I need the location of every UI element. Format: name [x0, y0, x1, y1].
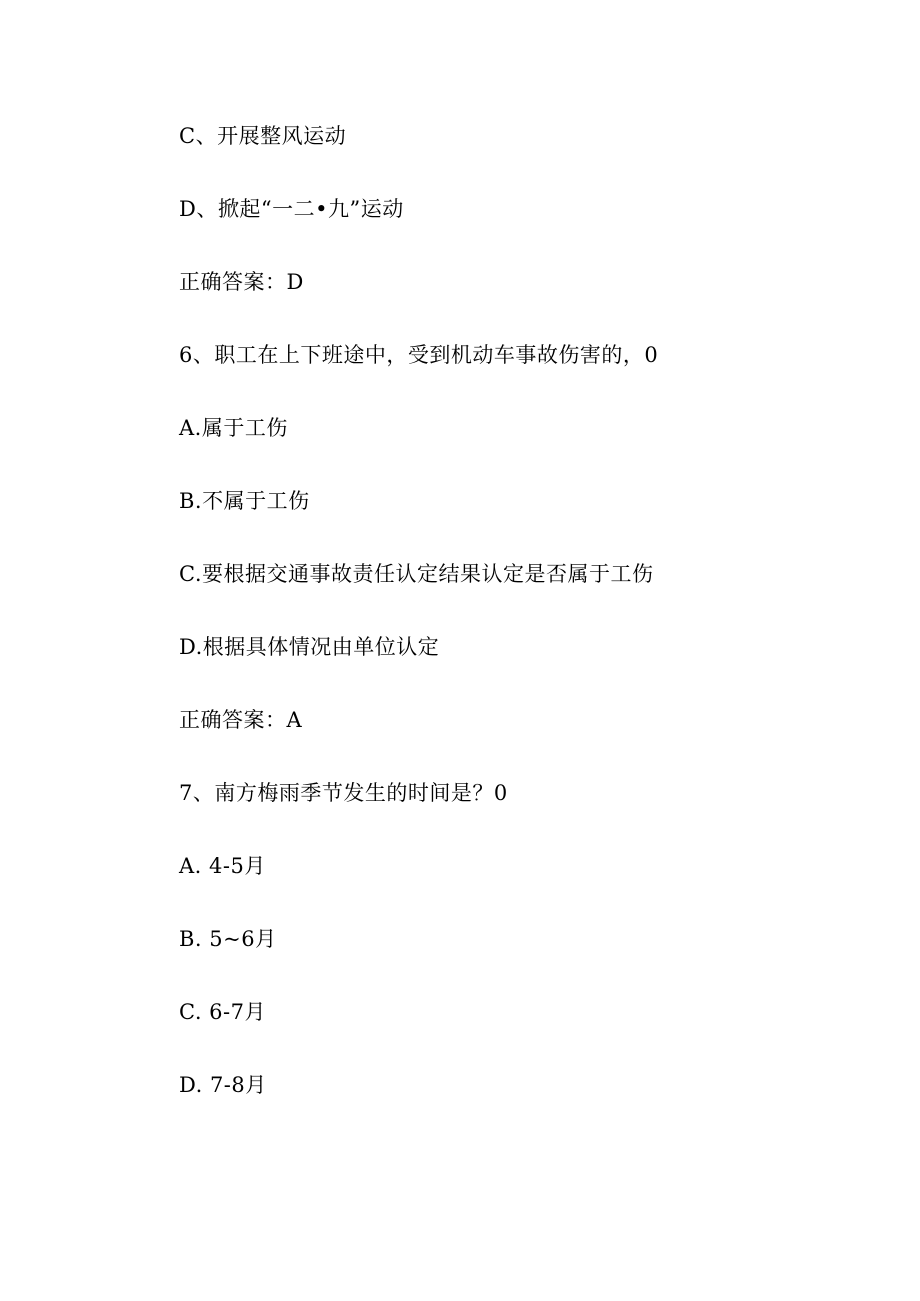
q5-option-d: D、掀起“一二•九”运动	[179, 197, 404, 221]
q6-option-c: C.要根据交通事故责任认定结果认定是否属于工伤	[179, 562, 654, 586]
q7-option-a: A. 4-5月	[179, 854, 266, 878]
q7-option-b: B. 5~6月	[179, 927, 277, 951]
q5-answer: 正确答案：D	[179, 270, 304, 294]
q7-question: 7、南方梅雨季节发生的时间是？0	[179, 781, 508, 805]
q6-option-a: A.属于工伤	[179, 416, 288, 440]
q6-answer: 正确答案：A	[179, 708, 303, 732]
q6-option-d: D.根据具体情况由单位认定	[179, 635, 440, 659]
q7-option-d: D. 7-8月	[179, 1073, 267, 1097]
q5-option-c: C、开展整风运动	[179, 124, 347, 148]
q6-question: 6、职工在上下班途中，受到机动车事故伤害的，0	[179, 343, 659, 367]
q6-option-b: B.不属于工伤	[179, 489, 310, 513]
q7-option-c: C. 6-7月	[179, 1000, 266, 1024]
